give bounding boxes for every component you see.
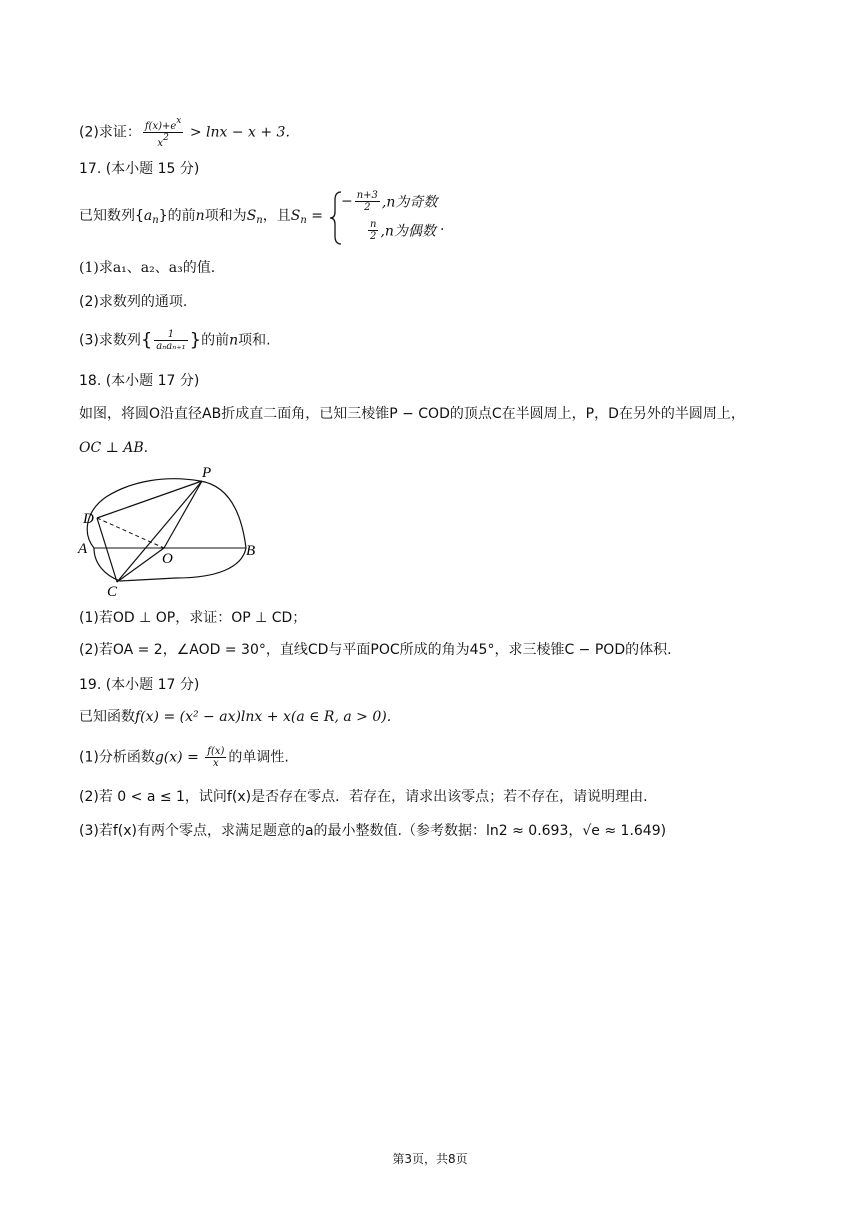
label-P: P: [202, 465, 212, 481]
q18-header: 18. (本小题 17 分): [79, 373, 200, 389]
q17-header: 17. (本小题 15 分): [79, 161, 200, 177]
label-A: A: [78, 541, 88, 557]
q19-header: 19. (本小题 17 分): [79, 677, 200, 693]
q18-stem1: 如图，将圆O沿直径AB折成直二面角，已知三棱锥P − COD的顶点C在半圆周上，P，D在另外的半圆周上，: [79, 406, 745, 422]
case-odd: − $\frac{n+3}{2}$ ,n为奇数: [341, 190, 438, 213]
label-C: C: [107, 584, 118, 598]
q17-part2: (2)求数列的通项.: [79, 294, 188, 310]
label-D: D: [83, 511, 94, 527]
q18-part2: (2)若OA = 2，∠AOD = 30°，直线CD与平面POC所成的角为45°，求三棱锥C − POD的体积.: [79, 642, 672, 658]
label-O: O: [162, 551, 173, 567]
q18-stem2: OC ⊥ AB.: [79, 440, 149, 456]
q18-figure: [76, 463, 266, 598]
q19-stem: 已知函数f(x) = (x² − ax)lnx + x(a ∈ R, a > 0).: [79, 709, 392, 725]
q17-period: .: [440, 218, 445, 234]
q17-stem: 已知数列$\{a_n\}$的前n项和为$S_n$，且$S_n$ =: [79, 208, 323, 226]
q18-part1: (1)若OD ⊥ OP，求证：OP ⊥ CD；: [79, 610, 307, 626]
q17-part3: (3)求数列{ $\frac{1}{\text{aₙaₙ₊₁}}$ }的前n项和.: [79, 329, 271, 352]
page-footer: 第3页，共8页: [392, 1152, 468, 1166]
q16-fraction: $\frac{f(x)+ex}{x2}$: [144, 116, 182, 149]
q16-part2: (2)求证： $\frac{f(x)+ex}{x2}$ > lnx − x + 3.: [79, 116, 290, 149]
label-B: B: [246, 543, 256, 559]
q19-part1: (1)分析函数g(x) = $\frac{f(x)}{x}$ 的单调性.: [79, 746, 289, 769]
q19-part2: (2)若 0 < a ≤ 1，试问f(x)是否存在零点．若存在，请求出该零点；若不存在，请说明理由.: [79, 789, 648, 805]
q17-part1: (1)求a₁、a₂、a₃的值.: [79, 260, 216, 276]
q19-part3: (3)若f(x)有两个零点，求满足题意的a的最小整数值.（参考数据：ln2 ≈ 0.693，√e ≈ 1.649): [79, 823, 667, 839]
case-even: $\frac{n}{2}$ ,n为偶数: [370, 219, 436, 242]
